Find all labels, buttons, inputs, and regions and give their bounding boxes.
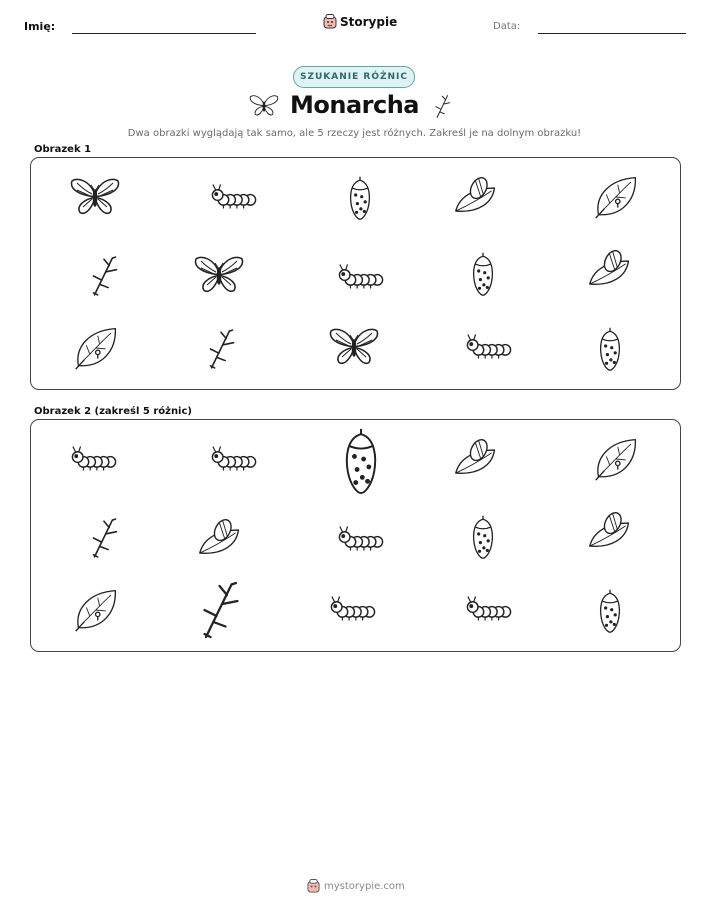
leaf-with-egg-icon[interactable]: [587, 509, 633, 551]
picture-2-label: Obrazek 2 (zakreśl 5 różnic): [34, 406, 192, 417]
date-line[interactable]: [538, 33, 686, 34]
leaf-icon[interactable]: [74, 587, 118, 633]
caterpillar-icon[interactable]: [70, 442, 118, 474]
twig-icon[interactable]: [88, 517, 122, 559]
leaf-with-egg-icon: [587, 247, 633, 289]
butterfly-icon: [194, 254, 244, 294]
twig-icon[interactable]: [197, 580, 245, 640]
brand-name: Storypie: [340, 14, 398, 29]
butterfly-icon: [329, 326, 379, 366]
name-label: Imię:: [24, 20, 56, 33]
twig-icon: [88, 255, 122, 297]
picture-1-panel: [30, 157, 681, 390]
caterpillar-icon[interactable]: [337, 522, 385, 554]
leaf-with-egg-icon[interactable]: [453, 436, 499, 478]
chrysalis-icon[interactable]: [597, 586, 623, 636]
leaf-icon: [74, 325, 118, 371]
leaf-with-egg-icon[interactable]: [197, 516, 243, 558]
caterpillar-icon: [210, 180, 258, 212]
chrysalis-icon: [347, 173, 373, 223]
name-line[interactable]: [72, 33, 256, 34]
date-label: Data:: [493, 21, 521, 32]
caterpillar-icon[interactable]: [329, 592, 377, 624]
twig-icon: [205, 328, 239, 370]
picture-1-label: Obrazek 1: [34, 144, 92, 155]
caterpillar-icon[interactable]: [465, 592, 513, 624]
twig-icon: [432, 93, 454, 123]
footer: [307, 879, 405, 893]
caterpillar-icon: [337, 260, 385, 292]
chrysalis-icon: [597, 324, 623, 374]
storypie-mascot-icon: [323, 14, 337, 29]
caterpillar-icon[interactable]: [210, 442, 258, 474]
leaf-icon[interactable]: [594, 436, 638, 482]
chrysalis-icon[interactable]: [341, 425, 381, 497]
chrysalis-icon: [470, 249, 496, 299]
leaf-icon: [594, 174, 638, 220]
activity-badge: SZUKANIE RÓŻNIC: [293, 66, 415, 88]
chrysalis-icon[interactable]: [470, 512, 496, 562]
leaf-with-egg-icon: [453, 174, 499, 216]
caterpillar-icon: [465, 330, 513, 362]
picture-2-panel: [30, 419, 681, 652]
instructions-text: Dwa obrazki wyglądają tak samo, ale 5 rzeczy jest różnych. Zakreśl je na dolnym obrazku!: [127, 128, 582, 139]
footer-url[interactable]: mystorypie.com: [324, 880, 405, 892]
butterfly-icon: [70, 176, 120, 216]
brand-logo: [323, 14, 397, 29]
page-title: Monarcha: [290, 91, 419, 119]
storypie-mascot-icon: [307, 879, 320, 893]
